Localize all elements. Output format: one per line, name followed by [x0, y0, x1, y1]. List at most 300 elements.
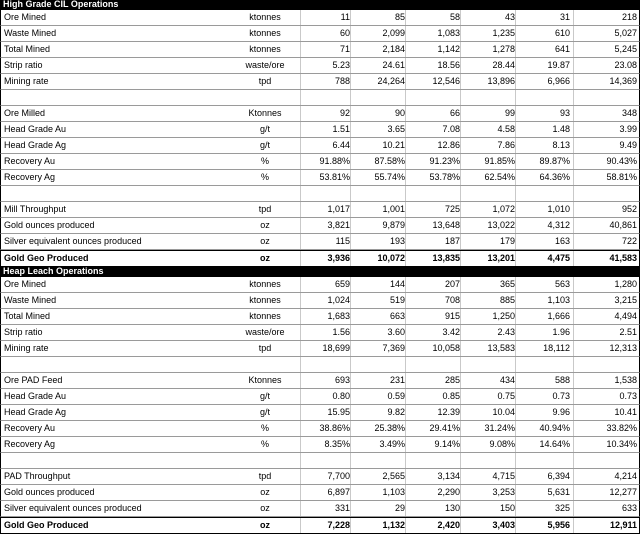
value-cell: 144 [389, 279, 405, 289]
row-label: Head Grade Au [4, 391, 67, 401]
grid-line [573, 405, 574, 420]
row-unit: oz [260, 220, 270, 230]
value-cell: 3,253 [492, 487, 515, 497]
grid-line [573, 518, 574, 533]
grid-line [573, 251, 574, 266]
row-label: Ore PAD Feed [4, 375, 63, 385]
value-cell: 90 [394, 108, 405, 118]
total-value-cell: 952 [621, 204, 637, 214]
table-row [0, 341, 640, 357]
value-cell: 1,132 [382, 520, 405, 530]
value-cell: 24.61 [382, 60, 405, 70]
total-value-cell: 23.08 [614, 60, 637, 70]
value-cell: 62.54% [484, 172, 515, 182]
value-cell: 6,966 [547, 76, 570, 86]
total-value-cell: 3.99 [619, 124, 637, 134]
value-cell: 1,278 [492, 44, 515, 54]
value-cell: 12,546 [432, 76, 460, 86]
total-value-cell: 5,027 [614, 28, 637, 38]
value-cell: 365 [499, 279, 515, 289]
value-cell: 3.60 [387, 327, 405, 337]
value-cell: 434 [499, 375, 515, 385]
row-label: Total Mined [4, 311, 51, 321]
value-cell: 31 [559, 12, 570, 22]
grid-line [573, 501, 574, 516]
value-cell: 2,420 [437, 520, 460, 530]
value-cell: 187 [444, 236, 460, 246]
section-header: High Grade CIL Operations [0, 0, 640, 10]
total-value-cell: 14,369 [609, 76, 637, 86]
spacer-row [0, 357, 640, 373]
table-row [0, 293, 640, 309]
row-unit: ktonnes [249, 311, 281, 321]
value-cell: 53.78% [429, 172, 460, 182]
value-cell: 1,683 [327, 311, 350, 321]
value-cell: 1.56 [332, 327, 350, 337]
value-cell: 43 [504, 12, 515, 22]
section-header: Heap Leach Operations [0, 267, 640, 277]
table-row [0, 405, 640, 421]
value-cell: 4.58 [497, 124, 515, 134]
total-value-cell: 10.41 [614, 407, 637, 417]
value-cell: 53.81% [319, 172, 350, 182]
row-label: Head Grade Ag [4, 140, 67, 150]
value-cell: 1,250 [492, 311, 515, 321]
table-row [0, 517, 640, 534]
total-value-cell: 58.81% [606, 172, 637, 182]
row-unit: g/t [259, 140, 270, 150]
value-cell: 193 [389, 236, 405, 246]
table-row [0, 74, 640, 90]
value-cell: 325 [554, 503, 570, 513]
value-cell: 150 [499, 503, 515, 513]
value-cell: 1,142 [437, 44, 460, 54]
grid-line [515, 453, 516, 468]
value-cell: 9.08% [489, 439, 515, 449]
grid-line [573, 389, 574, 404]
row-label: Silver equivalent ounces produced [4, 236, 142, 246]
grid-line [300, 186, 301, 201]
grid-line [573, 170, 574, 185]
value-cell: 93 [559, 108, 570, 118]
value-cell: 659 [334, 279, 350, 289]
value-cell: 25.38% [374, 423, 405, 433]
row-unit: ktonnes [249, 279, 281, 289]
value-cell: 1.51 [332, 124, 350, 134]
table-row [0, 309, 640, 325]
table-row [0, 10, 640, 26]
total-value-cell: 1,280 [614, 279, 637, 289]
value-cell: 64.36% [539, 172, 570, 182]
value-cell: 1,072 [492, 204, 515, 214]
table-row [0, 122, 640, 138]
total-value-cell: 4,214 [614, 471, 637, 481]
value-cell: 24,264 [377, 76, 405, 86]
value-cell: 1,235 [492, 28, 515, 38]
grid-line [573, 469, 574, 484]
grid-line [573, 234, 574, 249]
total-value-cell: 348 [621, 108, 637, 118]
table-row [0, 469, 640, 485]
table-row [0, 26, 640, 42]
grid-line [460, 90, 461, 105]
value-cell: 87.58% [374, 156, 405, 166]
total-value-cell: 9.49 [619, 140, 637, 150]
row-label: Mining rate [4, 343, 49, 353]
table-row [0, 501, 640, 517]
value-cell: 13,835 [432, 253, 460, 263]
value-cell: 693 [334, 375, 350, 385]
value-cell: 0.75 [497, 391, 515, 401]
grid-line [573, 122, 574, 137]
row-unit: g/t [259, 124, 270, 134]
grid-line [573, 277, 574, 292]
row-unit: tpd [258, 471, 272, 481]
row-unit: oz [260, 236, 270, 246]
row-unit: Ktonnes [248, 375, 282, 385]
grid-line [573, 373, 574, 388]
value-cell: 663 [389, 311, 405, 321]
table-row [0, 106, 640, 122]
value-cell: 207 [444, 279, 460, 289]
value-cell: 5.23 [332, 60, 350, 70]
table-row [0, 58, 640, 74]
value-cell: 7,700 [327, 471, 350, 481]
table-row [0, 277, 640, 293]
value-cell: 12.39 [437, 407, 460, 417]
value-cell: 55.74% [374, 172, 405, 182]
row-label: Strip ratio [4, 327, 43, 337]
row-unit: % [260, 423, 269, 433]
value-cell: 29 [394, 503, 405, 513]
value-cell: 6,897 [327, 487, 350, 497]
value-cell: 563 [554, 279, 570, 289]
value-cell: 2,290 [437, 487, 460, 497]
value-cell: 13,201 [487, 253, 515, 263]
grid-line [573, 26, 574, 41]
row-label: Waste Mined [4, 28, 57, 38]
value-cell: 89.87% [539, 156, 570, 166]
grid-line [573, 202, 574, 217]
grid-line [573, 453, 574, 468]
value-cell: 58 [449, 12, 460, 22]
value-cell: 331 [334, 503, 350, 513]
value-cell: 40.94% [539, 423, 570, 433]
value-cell: 1,103 [382, 487, 405, 497]
table-row [0, 485, 640, 501]
grid-line [460, 186, 461, 201]
value-cell: 12.86 [437, 140, 460, 150]
value-cell: 6.44 [332, 140, 350, 150]
value-cell: 7,228 [327, 520, 350, 530]
value-cell: 91.88% [319, 156, 350, 166]
row-unit: oz [260, 503, 270, 513]
value-cell: 2.43 [497, 327, 515, 337]
spacer-row [0, 453, 640, 469]
row-label: Gold ounces produced [4, 220, 95, 230]
row-unit: g/t [259, 391, 270, 401]
grid-line [573, 138, 574, 153]
value-cell: 2,099 [382, 28, 405, 38]
total-value-cell: 12,911 [609, 520, 637, 530]
value-cell: 519 [389, 295, 405, 305]
row-label: Strip ratio [4, 60, 43, 70]
grid-line [573, 154, 574, 169]
grid-line [405, 90, 406, 105]
grid-line [573, 341, 574, 356]
value-cell: 91.85% [484, 156, 515, 166]
row-label: Recovery Au [4, 156, 56, 166]
value-cell: 1,083 [437, 28, 460, 38]
row-unit: ktonnes [249, 44, 281, 54]
value-cell: 60 [339, 28, 350, 38]
value-cell: 13,648 [432, 220, 460, 230]
value-cell: 3.42 [442, 327, 460, 337]
value-cell: 9,879 [382, 220, 405, 230]
value-cell: 8.13 [552, 140, 570, 150]
grid-line [515, 186, 516, 201]
value-cell: 641 [554, 44, 570, 54]
total-value-cell: 10.34% [606, 439, 637, 449]
row-unit: oz [260, 520, 270, 530]
value-cell: 1,666 [547, 311, 570, 321]
value-cell: 1,103 [547, 295, 570, 305]
grid-line [573, 309, 574, 324]
value-cell: 6,394 [547, 471, 570, 481]
grid-line [573, 357, 574, 372]
value-cell: 0.59 [387, 391, 405, 401]
value-cell: 285 [444, 375, 460, 385]
row-label: Recovery Au [4, 423, 56, 433]
value-cell: 5,631 [547, 487, 570, 497]
table-row [0, 170, 640, 186]
table-row [0, 389, 640, 405]
value-cell: 91.23% [429, 156, 460, 166]
value-cell: 10.21 [382, 140, 405, 150]
total-value-cell: 40,861 [609, 220, 637, 230]
row-unit: oz [260, 253, 270, 263]
value-cell: 163 [554, 236, 570, 246]
value-cell: 588 [554, 375, 570, 385]
value-cell: 725 [444, 204, 460, 214]
value-cell: 915 [444, 311, 460, 321]
value-cell: 18.56 [437, 60, 460, 70]
total-value-cell: 5,245 [614, 44, 637, 54]
grid-line [573, 421, 574, 436]
row-unit: tpd [258, 204, 272, 214]
total-value-cell: 12,277 [609, 487, 637, 497]
row-label: Silver equivalent ounces produced [4, 503, 142, 513]
total-value-cell: 4,494 [614, 311, 637, 321]
value-cell: 115 [335, 236, 350, 246]
total-value-cell: 33.82% [606, 423, 637, 433]
row-unit: Ktonnes [248, 108, 282, 118]
grid-line [300, 357, 301, 372]
value-cell: 18,112 [543, 343, 570, 353]
value-cell: 7.08 [442, 124, 460, 134]
value-cell: 13,022 [487, 220, 515, 230]
row-unit: ktonnes [249, 295, 281, 305]
value-cell: 15.95 [327, 407, 350, 417]
grid-line [573, 293, 574, 308]
value-cell: 3.65 [387, 124, 405, 134]
row-unit: tpd [258, 343, 272, 353]
total-value-cell: 41,583 [609, 253, 637, 263]
table-row [0, 154, 640, 170]
row-unit: ktonnes [249, 12, 281, 22]
grid-line [350, 186, 351, 201]
row-label: Recovery Ag [4, 172, 56, 182]
value-cell: 3.49% [379, 439, 405, 449]
row-label: Head Grade Au [4, 124, 67, 134]
value-cell: 29.41% [429, 423, 460, 433]
grid-line [573, 186, 574, 201]
value-cell: 5,956 [547, 520, 570, 530]
table-row [0, 42, 640, 58]
value-cell: 3,936 [327, 253, 350, 263]
value-cell: 99 [504, 108, 515, 118]
value-cell: 885 [499, 295, 515, 305]
grid-line [405, 357, 406, 372]
value-cell: 4,715 [492, 471, 515, 481]
row-unit: ktonnes [249, 28, 281, 38]
row-label: Mining rate [4, 76, 49, 86]
grid-line [573, 74, 574, 89]
table-row [0, 250, 640, 267]
grid-line [515, 357, 516, 372]
value-cell: 85 [394, 12, 405, 22]
value-cell: 1.96 [552, 327, 570, 337]
value-cell: 4,312 [547, 220, 570, 230]
grid-line [573, 437, 574, 452]
row-label: Ore Mined [4, 12, 47, 22]
value-cell: 1,017 [327, 204, 350, 214]
row-label: Ore Milled [4, 108, 46, 118]
value-cell: 8.35% [324, 439, 350, 449]
table-row [0, 202, 640, 218]
row-unit: waste/ore [245, 327, 285, 337]
value-cell: 708 [444, 295, 460, 305]
row-label: Head Grade Ag [4, 407, 67, 417]
total-value-cell: 633 [621, 503, 637, 513]
grid-line [573, 90, 574, 105]
total-value-cell: 218 [621, 12, 637, 22]
value-cell: 14.64% [539, 439, 570, 449]
grid-line [573, 42, 574, 57]
row-label: PAD Throughput [4, 471, 71, 481]
value-cell: 231 [389, 375, 405, 385]
table-row [0, 138, 640, 154]
grid-line [460, 357, 461, 372]
grid-line [460, 453, 461, 468]
value-cell: 10.04 [492, 407, 515, 417]
grid-line [300, 453, 301, 468]
grid-line [405, 186, 406, 201]
grid-line [573, 10, 574, 25]
value-cell: 7.86 [497, 140, 515, 150]
row-unit: % [260, 439, 269, 449]
table-row [0, 373, 640, 389]
value-cell: 3,403 [492, 520, 515, 530]
value-cell: 10,072 [377, 253, 405, 263]
value-cell: 18,699 [322, 343, 350, 353]
value-cell: 3,134 [437, 471, 460, 481]
value-cell: 0.85 [442, 391, 460, 401]
row-label: Total Mined [4, 44, 51, 54]
row-label: Recovery Ag [4, 439, 56, 449]
grid-line [573, 58, 574, 73]
row-unit: waste/ore [245, 60, 285, 70]
value-cell: 0.73 [552, 391, 570, 401]
row-label: Ore Mined [4, 279, 47, 289]
table-row [0, 421, 640, 437]
row-label: Gold Geo Produced [4, 253, 89, 263]
spacer-row [0, 90, 640, 106]
value-cell: 1,024 [327, 295, 350, 305]
table-row [0, 234, 640, 250]
total-value-cell: 722 [621, 236, 637, 246]
grid-line [573, 218, 574, 233]
value-cell: 9.82 [387, 407, 405, 417]
table-row [0, 437, 640, 453]
value-cell: 38.86% [319, 423, 350, 433]
total-value-cell: 12,313 [609, 343, 637, 353]
grid-line [573, 485, 574, 500]
row-unit: oz [260, 487, 270, 497]
grid-line [573, 106, 574, 121]
total-value-cell: 2.51 [619, 327, 637, 337]
value-cell: 11 [340, 12, 350, 22]
value-cell: 1,010 [547, 204, 570, 214]
table-row [0, 218, 640, 234]
row-unit: % [260, 172, 269, 182]
value-cell: 2,565 [382, 471, 405, 481]
value-cell: 4,475 [547, 253, 570, 263]
row-label: Gold Geo Produced [4, 520, 89, 530]
value-cell: 2,184 [382, 44, 405, 54]
spacer-row [0, 186, 640, 202]
total-value-cell: 0.73 [619, 391, 637, 401]
total-value-cell: 90.43% [606, 156, 637, 166]
value-cell: 9.14% [434, 439, 460, 449]
value-cell: 31.24% [484, 423, 515, 433]
value-cell: 66 [449, 108, 460, 118]
value-cell: 19.87 [547, 60, 570, 70]
grid-line [515, 90, 516, 105]
value-cell: 788 [334, 76, 350, 86]
value-cell: 13,896 [487, 76, 515, 86]
value-cell: 92 [339, 108, 350, 118]
grid-line [350, 453, 351, 468]
total-value-cell: 3,215 [614, 295, 637, 305]
value-cell: 610 [554, 28, 570, 38]
value-cell: 179 [499, 236, 515, 246]
table-row [0, 325, 640, 341]
row-unit: g/t [259, 407, 270, 417]
value-cell: 7,369 [382, 343, 405, 353]
row-unit: tpd [258, 76, 272, 86]
grid-line [573, 325, 574, 340]
row-label: Gold ounces produced [4, 487, 95, 497]
value-cell: 0.80 [332, 391, 350, 401]
value-cell: 28.44 [492, 60, 515, 70]
value-cell: 1.48 [552, 124, 570, 134]
row-label: Waste Mined [4, 295, 57, 305]
grid-line [350, 90, 351, 105]
grid-line [405, 453, 406, 468]
value-cell: 3,821 [327, 220, 350, 230]
row-label: Mill Throughput [4, 204, 66, 214]
